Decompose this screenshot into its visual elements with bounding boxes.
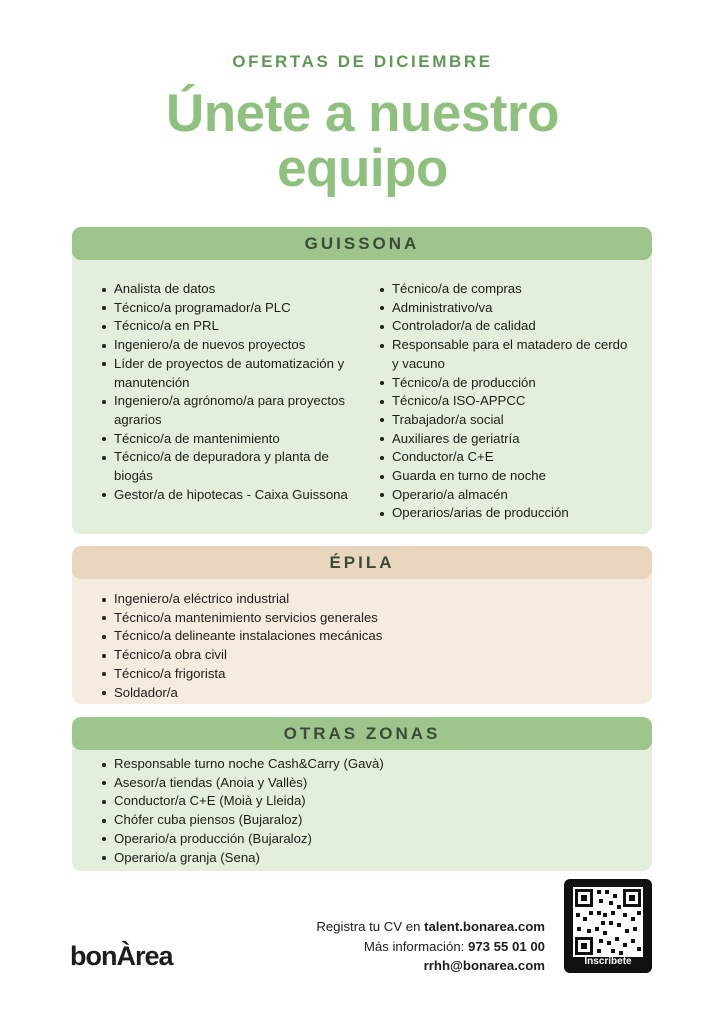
job-list-item: Técnico/a de depuradora y planta de biogás	[101, 448, 351, 485]
job-list-item: Conductor/a C+E (Moià y Lleida)	[101, 792, 621, 811]
guissona-list-right	[379, 280, 629, 523]
job-list-item: Operarios/arias de producción	[379, 504, 629, 523]
job-list-item: Técnico/a obra civil	[101, 646, 621, 665]
title-line-1: Únete a nuestro	[165, 84, 560, 143]
qr-code[interactable]	[564, 879, 652, 973]
otras-zonas-header: OTRAS ZONAS	[72, 717, 652, 750]
job-list-item: Soldador/a	[101, 684, 621, 703]
job-list-item: Controlador/a de calidad	[379, 317, 629, 336]
job-list-item: Operario/a granja (Sena)	[101, 849, 621, 868]
phone-number[interactable]: 973 55 01 00	[467, 938, 545, 954]
job-list-item: Técnico/a delineante instalaciones mecánicas	[101, 627, 621, 646]
job-list-item: Técnico/a en PRL	[101, 317, 351, 336]
job-list-item: Administrativo/va	[379, 299, 629, 318]
epila-list	[101, 590, 621, 702]
qr-code-icon	[573, 887, 643, 957]
epila-header: ÉPILA	[72, 546, 652, 579]
job-list-item: Técnico/a ISO-APPCC	[379, 392, 629, 411]
job-list-item: Líder de proyectos de automatización y manutención	[101, 355, 351, 392]
job-list-item: Ingeniero/a de nuevos proyectos	[101, 336, 351, 355]
job-list-item: Conductor/a C+E	[379, 448, 629, 467]
job-list-item: Técnico/a de producción	[379, 374, 629, 393]
email-line	[316, 956, 545, 976]
job-list-item: Ingeniero/a eléctrico industrial	[101, 590, 621, 609]
job-list-item: Técnico/a frigorista	[101, 665, 621, 684]
talent-link[interactable]: talent.bonarea.com	[424, 919, 545, 934]
job-list-item: Operario/a producción (Bujaraloz)	[101, 830, 621, 849]
job-list-item: Técnico/a de compras	[379, 280, 629, 299]
info-prefix: Más información:	[363, 938, 468, 954]
bonarea-logo: bonÀrea	[70, 941, 173, 971]
job-list-item: Operario/a almacén	[379, 486, 629, 505]
job-list-item: Técnico/a mantenimiento servicios generales	[101, 609, 621, 628]
contact-block	[316, 917, 545, 976]
register-line	[316, 917, 545, 937]
register-prefix: Registra tu CV en	[316, 919, 425, 934]
otras-zonas-list	[101, 755, 621, 867]
qr-caption: Inscríbete	[584, 956, 632, 967]
job-list-item: Analista de datos	[101, 280, 351, 299]
job-list-item: Responsable turno noche Cash&Carry (Gavà)	[101, 755, 621, 774]
epila-panel	[72, 546, 652, 704]
job-list-item: Guarda en turno de noche	[379, 467, 629, 486]
job-list-item: Técnico/a de mantenimiento	[101, 430, 351, 449]
job-list-item: Gestor/a de hipotecas - Caixa Guissona	[101, 486, 351, 505]
job-list-item: Responsable para el matadero de cerdo y vacuno	[379, 336, 629, 373]
job-list-item: Técnico/a programador/a PLC	[101, 299, 351, 318]
guissona-panel	[72, 227, 652, 534]
page-title	[0, 86, 725, 196]
guissona-list-left	[101, 280, 351, 504]
job-list-item: Auxiliares de geriatría	[379, 430, 629, 449]
offer-kicker: OFERTAS DE DICIEMBRE	[232, 52, 493, 71]
job-list-item: Trabajador/a social	[379, 411, 629, 430]
info-line	[316, 937, 545, 957]
email-address[interactable]: rrhh@bonarea.com	[423, 958, 545, 973]
job-list-item: Asesor/a tiendas (Anoia y Vallès)	[101, 774, 621, 793]
guissona-header: GUISSONA	[72, 227, 652, 260]
job-list-item: Ingeniero/a agrónomo/a para proyectos agrarios	[101, 392, 351, 429]
job-list-item: Chófer cuba piensos (Bujaraloz)	[101, 811, 621, 830]
otras-zonas-panel	[72, 717, 652, 871]
title-line-2: equipo	[277, 139, 448, 198]
